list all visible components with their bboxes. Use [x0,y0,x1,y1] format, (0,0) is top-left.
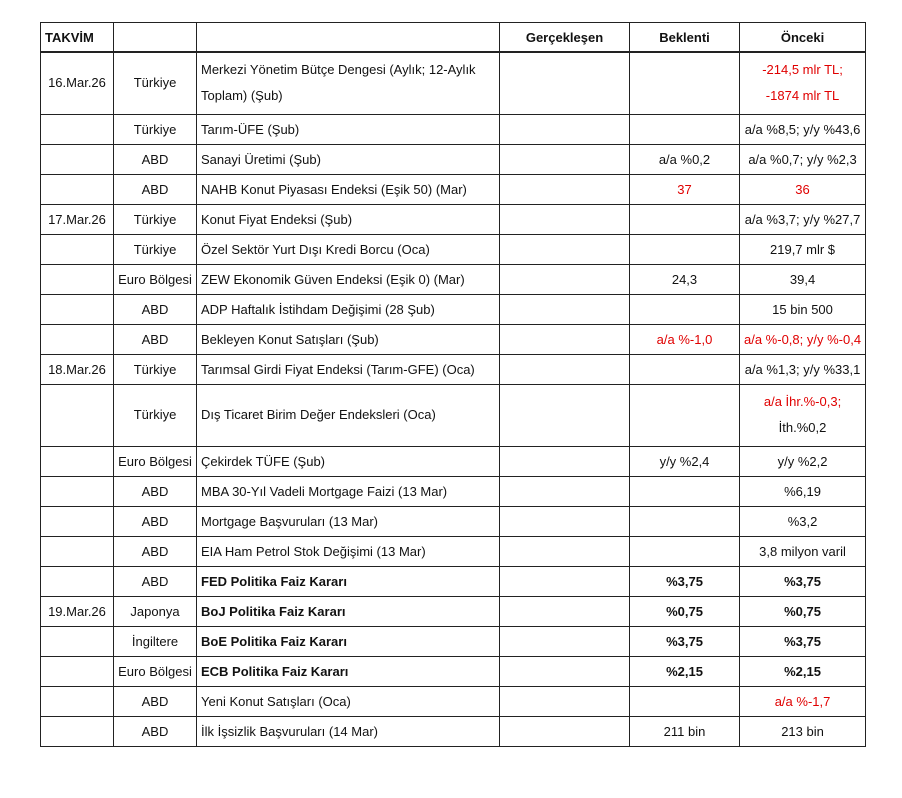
previous-cell [740,144,866,174]
actual-cell [500,144,630,174]
date-cell [41,384,114,446]
previous-cell [740,656,866,686]
date-cell [41,686,114,716]
actual-cell [500,114,630,144]
previous-value: a/a %-1,7 [774,693,831,709]
previous-cell [740,506,866,536]
previous-cell [740,596,866,626]
event-cell: Tarımsal Girdi Fiyat Endeksi (Tarım-GFE) (Oca) [197,354,500,384]
previous-value: %3,75 [784,633,821,649]
table-row [41,174,866,204]
previous-value: a/a %3,7; y/y %27,7 [744,211,861,227]
previous-cell [740,204,866,234]
economic-calendar-table [40,22,866,747]
expected-header: Beklenti [630,23,740,53]
table-row [41,204,866,234]
actual-cell [500,506,630,536]
actual-cell [500,384,630,446]
previous-value: %0,75 [784,603,821,619]
previous-cell [740,114,866,144]
expected-cell [630,686,740,716]
expected-cell [630,52,740,114]
expected-cell: 37 [630,174,740,204]
event-cell: Mortgage Başvuruları (13 Mar) [197,506,500,536]
previous-cell [740,446,866,476]
table-row [41,234,866,264]
date-cell [41,234,114,264]
actual-cell [500,174,630,204]
expected-cell: 211 bin [630,716,740,746]
table-row [41,596,866,626]
event-cell: NAHB Konut Piyasası Endeksi (Eşik 50) (Mar) [197,174,500,204]
previous-header: Önceki [740,23,866,53]
country-cell: Türkiye [114,384,197,446]
previous-value: %3,75 [784,573,821,589]
actual-cell [500,686,630,716]
previous-cell [740,234,866,264]
expected-cell: %2,15 [630,656,740,686]
date-cell [41,264,114,294]
table-row [41,52,866,114]
previous-value: a/a %0,7; y/y %2,3 [748,151,857,167]
table-row [41,626,866,656]
date-cell [41,716,114,746]
event-cell: Merkezi Yönetim Bütçe Dengesi (Aylık; 12-Aylık Toplam) (Şub) [197,52,500,114]
previous-value: 39,4 [789,271,816,287]
country-cell: İngiltere [114,626,197,656]
table-row [41,656,866,686]
country-cell: Japonya [114,596,197,626]
event-cell: BoJ Politika Faiz Kararı [197,596,500,626]
country-cell: ABD [114,536,197,566]
previous-value: %6,19 [784,483,821,499]
expected-cell [630,294,740,324]
country-cell: ABD [114,324,197,354]
actual-cell [500,52,630,114]
expected-cell [630,234,740,264]
expected-cell: %3,75 [630,626,740,656]
table-row [41,536,866,566]
actual-cell [500,324,630,354]
takvim-header: TAKVİM [41,23,114,53]
previous-value: a/a İhr.%-0,3; [763,394,842,409]
event-cell: Çekirdek TÜFE (Şub) [197,446,500,476]
country-cell: Euro Bölgesi [114,446,197,476]
expected-cell [630,204,740,234]
event-cell: MBA 30-Yıl Vadeli Mortgage Faizi (13 Mar) [197,476,500,506]
expected-cell: 24,3 [630,264,740,294]
actual-cell [500,596,630,626]
expected-cell: a/a %-1,0 [630,324,740,354]
date-cell [41,144,114,174]
event-cell: BoE Politika Faiz Kararı [197,626,500,656]
actual-cell [500,234,630,264]
expected-cell [630,114,740,144]
previous-cell [740,686,866,716]
previous-cell [740,264,866,294]
country-cell: ABD [114,716,197,746]
calendar-body [41,52,866,746]
table-row [41,506,866,536]
previous-cell [740,716,866,746]
event-cell: Dış Ticaret Birim Değer Endeksleri (Oca) [197,384,500,446]
table-row [41,354,866,384]
previous-value: %3,2 [787,513,818,529]
previous-cell [740,536,866,566]
date-cell [41,294,114,324]
actual-cell [500,264,630,294]
event-cell: ADP Haftalık İstihdam Değişimi (28 Şub) [197,294,500,324]
table-row [41,446,866,476]
previous-value: %2,15 [784,663,821,679]
table-row [41,384,866,446]
country-cell: Türkiye [114,114,197,144]
previous-value: 219,7 mlr $ [770,241,836,257]
country-cell: Euro Bölgesi [114,656,197,686]
date-cell [41,626,114,656]
country-cell: Euro Bölgesi [114,264,197,294]
expected-cell [630,354,740,384]
date-cell: 17.Mar.26 [41,204,114,234]
previous-value: 36 [795,181,810,197]
country-cell: Türkiye [114,52,197,114]
table-row [41,114,866,144]
date-cell [41,114,114,144]
table-row [41,686,866,716]
actual-cell [500,354,630,384]
actual-cell [500,294,630,324]
table-row [41,476,866,506]
expected-cell [630,476,740,506]
date-cell [41,656,114,686]
event-cell: Yeni Konut Satışları (Oca) [197,686,500,716]
previous-value: a/a %-0,8; y/y %-0,4 [744,331,862,347]
actual-cell [500,476,630,506]
event-cell: Sanayi Üretimi (Şub) [197,144,500,174]
country-cell: ABD [114,294,197,324]
country-cell: ABD [114,144,197,174]
table-row [41,716,866,746]
event-cell: FED Politika Faiz Kararı [197,566,500,596]
table-row [41,566,866,596]
expected-cell: y/y %2,4 [630,446,740,476]
country-cell: ABD [114,174,197,204]
date-cell: 18.Mar.26 [41,354,114,384]
date-cell: 19.Mar.26 [41,596,114,626]
date-cell [41,446,114,476]
country-cell: ABD [114,566,197,596]
header-row [41,23,866,53]
previous-cell [740,476,866,506]
actual-cell [500,716,630,746]
event-header [197,23,500,53]
previous-value: a/a %8,5; y/y %43,6 [744,121,861,137]
actual-cell [500,566,630,596]
previous-value: 213 bin [781,723,824,739]
date-cell [41,566,114,596]
previous-cell [740,324,866,354]
country-cell: Türkiye [114,204,197,234]
previous-value: y/y %2,2 [777,453,828,469]
country-cell: ABD [114,476,197,506]
actual-header: Gerçekleşen [500,23,630,53]
actual-cell [500,446,630,476]
previous-value-line2: İth.%0,2 [778,420,827,435]
previous-value: -214,5 mlr TL; -1874 mlr TL [762,62,843,104]
event-cell: Bekleyen Konut Satışları (Şub) [197,324,500,354]
table-row [41,294,866,324]
event-cell: ZEW Ekonomik Güven Endeksi (Eşik 0) (Mar) [197,264,500,294]
table-row [41,264,866,294]
expected-cell: a/a %0,2 [630,144,740,174]
country-cell: ABD [114,506,197,536]
event-cell: Konut Fiyat Endeksi (Şub) [197,204,500,234]
date-cell [41,324,114,354]
expected-cell [630,536,740,566]
date-cell [41,476,114,506]
table-row [41,324,866,354]
table-row [41,144,866,174]
expected-cell [630,506,740,536]
actual-cell [500,656,630,686]
previous-cell [740,174,866,204]
event-cell: EIA Ham Petrol Stok Değişimi (13 Mar) [197,536,500,566]
previous-cell [740,384,866,446]
previous-cell [740,52,866,114]
previous-value: 3,8 milyon varil [759,543,846,559]
expected-cell: %0,75 [630,596,740,626]
actual-cell [500,536,630,566]
actual-cell [500,204,630,234]
expected-cell [630,384,740,446]
event-cell: Özel Sektör Yurt Dışı Kredi Borcu (Oca) [197,234,500,264]
event-cell: ECB Politika Faiz Kararı [197,656,500,686]
previous-value: 15 bin 500 [772,301,833,317]
date-cell [41,536,114,566]
country-cell: Türkiye [114,354,197,384]
expected-cell: %3,75 [630,566,740,596]
previous-value: a/a %1,3; y/y %33,1 [744,361,861,377]
date-cell [41,506,114,536]
previous-cell [740,566,866,596]
actual-cell [500,626,630,656]
event-cell: Tarım-ÜFE (Şub) [197,114,500,144]
date-cell [41,174,114,204]
previous-cell [740,626,866,656]
date-cell: 16.Mar.26 [41,52,114,114]
previous-cell [740,294,866,324]
country-header [114,23,197,53]
country-cell: Türkiye [114,234,197,264]
event-cell: İlk İşsizlik Başvuruları (14 Mar) [197,716,500,746]
country-cell: ABD [114,686,197,716]
previous-cell [740,354,866,384]
